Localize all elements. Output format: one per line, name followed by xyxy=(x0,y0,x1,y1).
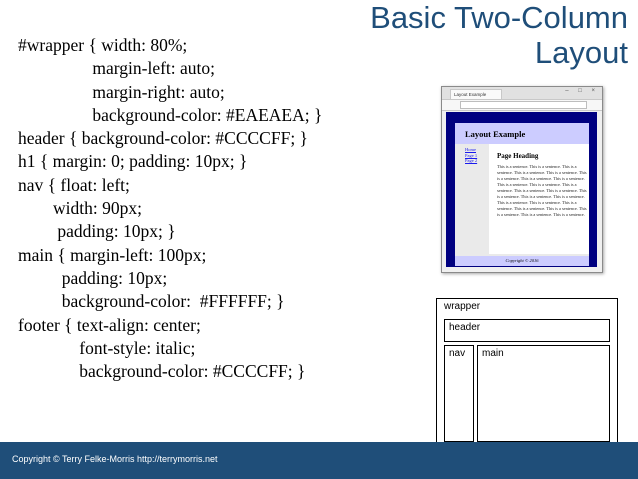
diagram-main-box xyxy=(477,345,610,442)
code-line: h1 { margin: 0; padding: 10px; } xyxy=(18,151,248,172)
example-wrapper xyxy=(455,123,589,266)
slide-title-line-1: Basic Two-Column xyxy=(370,0,628,35)
browser-viewport xyxy=(446,112,597,267)
code-line: nav { float: left; xyxy=(18,174,130,195)
example-header xyxy=(455,123,589,144)
code-line: header { background-color: #CCCCFF; } xyxy=(18,128,308,149)
copyright-text: Copyright © Terry Felke-Morris http://terrymorris.net xyxy=(12,454,218,464)
code-line: width: 90px; xyxy=(18,198,142,219)
css-code-block xyxy=(18,34,428,383)
code-line: padding: 10px; xyxy=(18,267,168,288)
code-line: background-color: #CCCCFF; } xyxy=(18,361,306,382)
example-nav xyxy=(465,147,477,164)
example-main xyxy=(489,144,589,254)
slide-title-line-2: Layout xyxy=(534,35,628,70)
diagram-nav-box xyxy=(444,345,474,442)
code-line: footer { text-align: center; xyxy=(18,314,201,335)
browser-tab-bar xyxy=(442,87,602,100)
diagram-header-box xyxy=(444,319,610,342)
example-page-heading: Page Heading xyxy=(497,152,539,160)
example-nav-link: Page 1 xyxy=(465,152,478,158)
example-nav-link: Home xyxy=(465,147,476,152)
code-line: background-color: #FFFFFF; } xyxy=(18,291,285,312)
code-line: #wrapper { width: 80%; xyxy=(18,35,188,55)
slide-footer-bar xyxy=(0,442,638,479)
browser-screenshot xyxy=(441,86,603,273)
code-line: background-color: #EAEAEA; } xyxy=(18,104,323,125)
code-line: padding: 10px; } xyxy=(18,221,176,242)
browser-address-field xyxy=(460,101,587,109)
example-h1: Layout Example xyxy=(465,129,526,139)
example-nav-link: Page 2 xyxy=(465,158,478,163)
example-paragraph: This is a sentence. This is a sentence. This is a sentence. This is a sentence. This is a sentence. This is a sentence. This is a sentence. This is a sentence. This is a sentence. This is a sentence. This is a sentence. This is a sentence. This is a sentence. This is a sentence. This is a sentence. This is a sentence. This is a sentence. This is a sentence. This is a sentence. This is a sentence. This is a sentence. This is a sentence. This is a sentence. This is a sentence. xyxy=(497,164,587,217)
example-footer: Copyright © 2016 xyxy=(455,256,589,266)
code-line: main { margin-left: 100px; xyxy=(18,244,207,265)
code-line: margin-left: auto; xyxy=(18,58,216,79)
diagram-main-label: main xyxy=(482,348,504,359)
diagram-wrapper-label: wrapper xyxy=(444,301,481,312)
browser-tab: Layout Example xyxy=(450,89,502,99)
code-line: font-style: italic; xyxy=(18,337,196,358)
code-line: margin-right: auto; xyxy=(18,81,225,102)
window-controls-icon: – □ × xyxy=(565,88,599,94)
diagram-header-label: header xyxy=(449,322,481,333)
diagram-nav-label: nav xyxy=(449,348,466,359)
